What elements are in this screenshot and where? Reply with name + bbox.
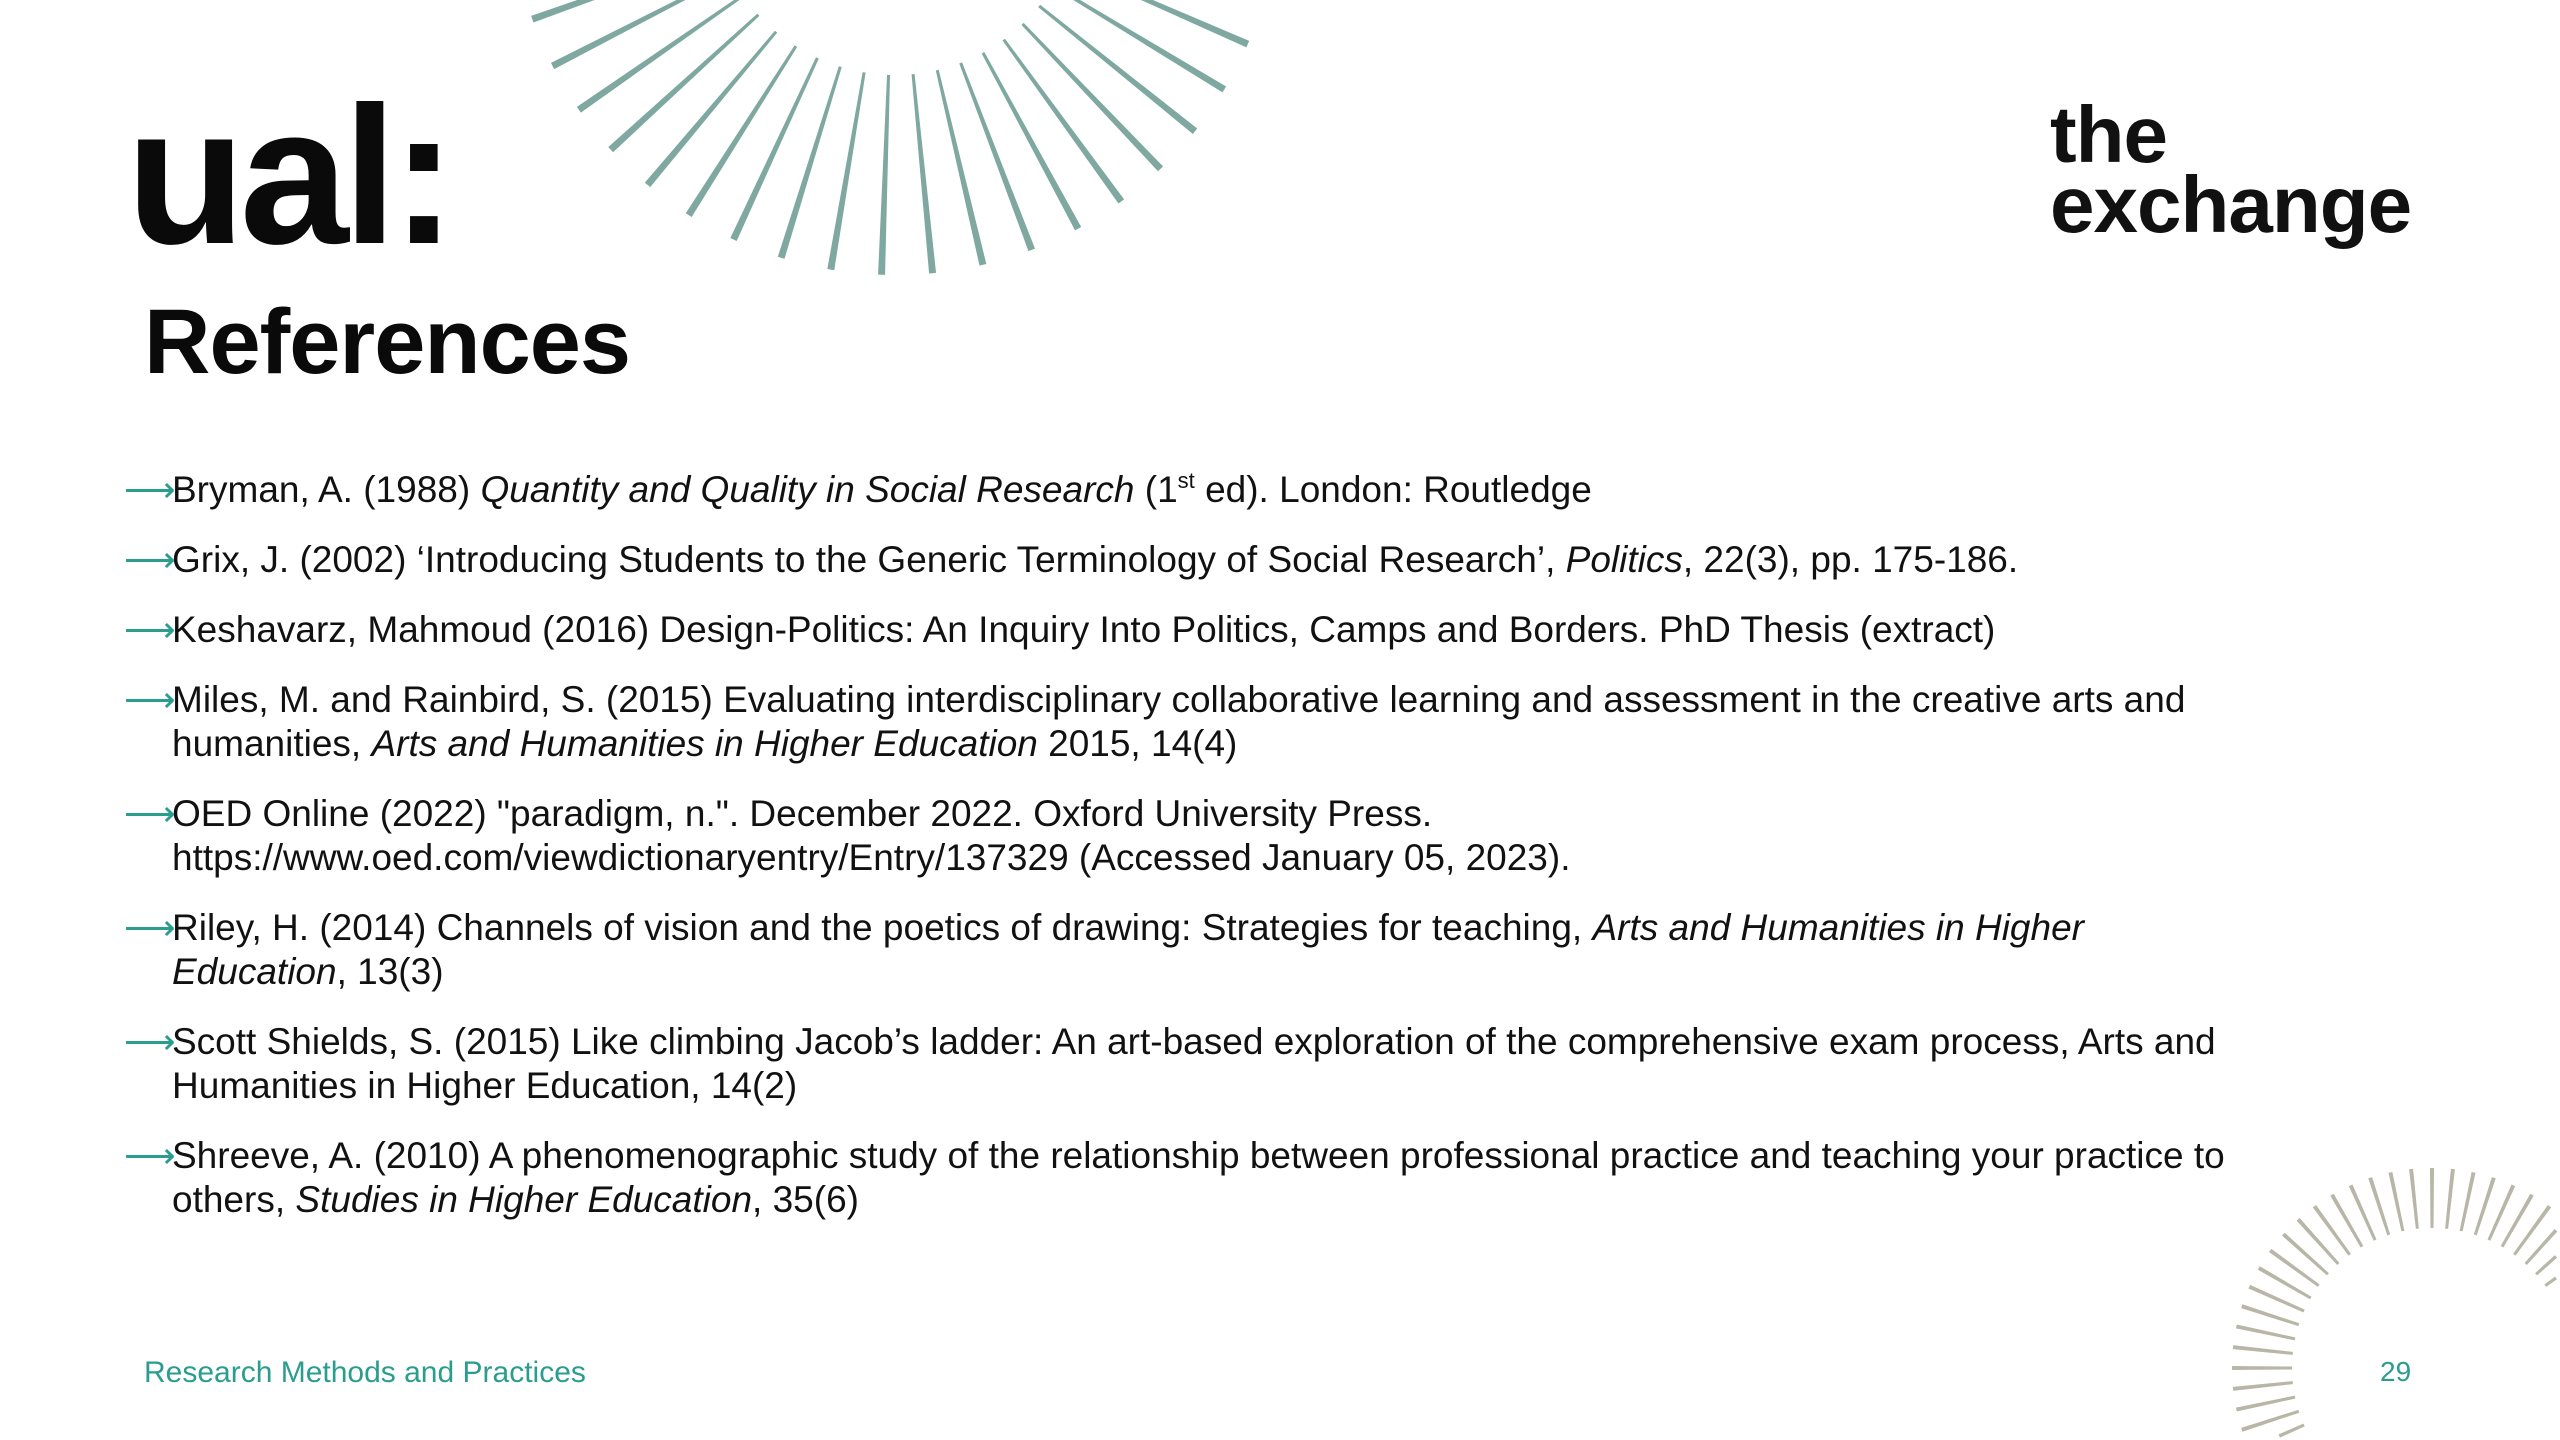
reference-text: , 22(3), pp. 175-186.: [1682, 539, 2019, 580]
logo-line-2: exchange: [2050, 160, 2412, 249]
reference-line: [172, 468, 2454, 512]
reference-line: [172, 1134, 2454, 1178]
reference-item: [124, 792, 2454, 880]
reference-text: Humanities in Higher Education, 14(2): [172, 1065, 798, 1106]
ray: [2232, 1366, 2292, 1370]
reference-text: Grix, J. (2002) ‘Introducing Students to the Generic Terminology of Social Research’,: [172, 539, 1566, 580]
reference-line: [172, 722, 2454, 766]
ray: [2535, 1255, 2557, 1275]
reference-text: Bryman, A. (1988): [172, 469, 481, 510]
reference-line: [172, 1178, 2454, 1222]
page-number: 29: [2380, 1356, 2412, 1387]
ual-logo: ual:: [126, 66, 451, 285]
arrow-right-icon: ⟶: [124, 609, 176, 650]
ray: [2233, 1345, 2293, 1355]
reference-italic-text: Arts and Humanities in Higher: [1592, 907, 2084, 948]
ray: [2269, 1249, 2320, 1287]
reference-italic-text: Arts and Humanities in Higher Education: [371, 723, 1038, 764]
ray: [2279, 1424, 2305, 1438]
arrow-right-icon: ⟶: [124, 539, 176, 580]
ray: [2236, 1396, 2295, 1412]
ray: [2233, 1381, 2293, 1391]
ray: [2544, 1277, 2557, 1287]
reference-item: [124, 608, 2454, 652]
reference-line: [172, 1064, 2454, 1108]
reference-line: [172, 792, 2454, 836]
reference-text: others,: [172, 1179, 296, 1220]
reference-line: [172, 538, 2454, 582]
reference-italic-text: Education: [172, 951, 337, 992]
reference-text: , 35(6): [752, 1179, 859, 1220]
arrow-right-icon: ⟶: [124, 1021, 176, 1062]
ray: [2460, 1172, 2476, 1231]
reference-text: Keshavarz, Mahmoud (2016) Design-Politics: An Inquiry Into Politics, Camps and Borders. PhD Thesis (extract): [172, 609, 1996, 650]
arrow-right-icon: ⟶: [124, 1135, 176, 1176]
ray: [2241, 1410, 2299, 1432]
reference-list: [124, 468, 2454, 1248]
ray: [2513, 1205, 2551, 1256]
arrow-right-icon: ⟶: [124, 469, 176, 510]
ray: [2236, 1324, 2295, 1340]
reference-line: [172, 608, 2454, 652]
reference-text: Shreeve, A. (2010) A phenomenographic study of the relationship between professional practice and teaching your practice to: [172, 1135, 2225, 1176]
arrow-right-icon: ⟶: [124, 793, 176, 834]
reference-text: (1: [1134, 469, 1178, 510]
footer-course-title: Research Methods and Practices: [144, 1356, 586, 1389]
reference-line: [172, 678, 2454, 722]
ray: [2241, 1304, 2299, 1326]
arrow-right-icon: ⟶: [124, 907, 176, 948]
reference-text: humanities,: [172, 723, 372, 764]
reference-text: 2015, 14(4): [1037, 723, 1238, 764]
reference-italic-text: Quantity and Quality in Social Research: [480, 469, 1135, 510]
reference-item: [124, 538, 2454, 582]
page-title: References: [144, 291, 631, 393]
logo-line-1: the: [2050, 90, 2167, 179]
reference-text: , 13(3): [336, 951, 444, 992]
reference-line: [172, 836, 2454, 880]
the-exchange-logo: [2050, 90, 2412, 249]
reference-text: st: [1177, 468, 1195, 493]
reference-line: [172, 950, 2454, 994]
reference-item: [124, 678, 2454, 766]
ray: [2474, 1177, 2496, 1235]
reference-item: [124, 1020, 2454, 1108]
reference-item: [124, 1134, 2454, 1222]
reference-text: OED Online (2022) "paradigm, n.". December 2022. Oxford University Press.: [172, 793, 1433, 834]
reference-text: ed). London: Routledge: [1194, 469, 1592, 510]
reference-line: [172, 906, 2454, 950]
reference-line: [172, 1020, 2454, 1064]
reference-text: https://www.oed.com/viewdictionaryentry/Entry/137329 (Accessed January 05, 2023).: [172, 837, 1571, 878]
reference-item: [124, 468, 2454, 512]
reference-text: Scott Shields, S. (2015) Like climbing Jacob’s ladder: An art-based exploration of the comprehensive exam process, Arts and: [172, 1021, 2216, 1062]
reference-text: Riley, H. (2014) Channels of vision and the poetics of drawing: Strategies for teaching,: [172, 907, 1593, 948]
arrow-right-icon: ⟶: [124, 679, 176, 720]
reference-italic-text: Politics: [1565, 539, 1683, 580]
reference-italic-text: Studies in Higher Education: [295, 1179, 753, 1220]
reference-text: Miles, M. and Rainbird, S. (2015) Evaluating interdisciplinary collaborative learning and assessment in the creative arts and: [172, 679, 2186, 720]
reference-item: [124, 906, 2454, 994]
